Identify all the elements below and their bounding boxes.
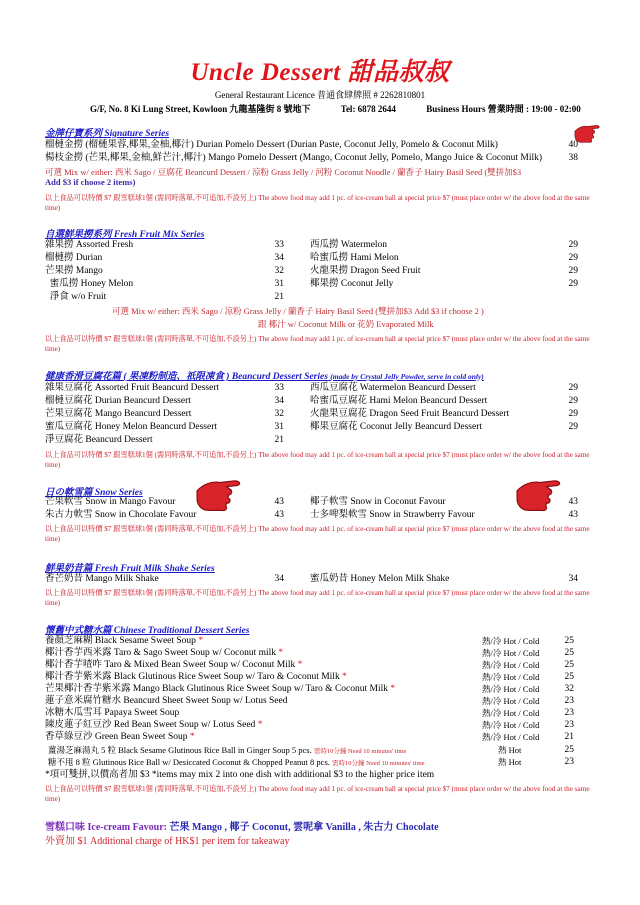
menu-item: 榴槤豆腐花 Durian Beancurd Dessert [45, 396, 191, 406]
item-price: 43 [274, 510, 284, 520]
hot-cold-label: 熱 Hot [498, 745, 522, 755]
item-name: 薑湯芝麻湯丸 5 粒 Black Sesame Glutinous Rice Ball in Ginger Soup 5 pcs. [48, 745, 312, 755]
item-price: 29 [568, 383, 578, 393]
menu-item [45, 671, 347, 683]
hot-cold-label: 熱/冷 Hot / Cold [482, 696, 540, 706]
item-price: 25 [564, 745, 574, 755]
pointing-hand-icon [574, 122, 602, 144]
item-price: 29 [568, 279, 578, 289]
item-price: 29 [568, 253, 578, 263]
menu-item [45, 683, 395, 695]
ice-cream-note: 以上食品可以特價 $7 跟雪糕球1個 (需同時落單,不可追加,不設另上) The above food may add 1 pc. of ice-cream ball at special price $7 (must place order w/ the above food at the same time) [45, 451, 590, 469]
item-name: 陳皮蓮子紅豆沙 Red Bean Sweet Soup w/ Lotus Seed [45, 720, 256, 730]
item-price: 21 [274, 435, 284, 445]
beancurd-heading [45, 368, 484, 382]
mix-star: * [278, 648, 284, 658]
hot-cold-label: 熱/冷 Hot / Cold [482, 636, 540, 646]
menu-item: 蜜瓜撈 Honey Melon [45, 279, 134, 289]
menu-item: 雜果撈 Assorted Fresh [45, 240, 134, 250]
item-price: 34 [568, 574, 578, 584]
mix-star: * [297, 660, 303, 670]
item-price: 38 [568, 153, 578, 163]
hot-cold-label: 熱/冷 Hot / Cold [482, 708, 540, 718]
menu-item: 士多啤梨軟雪 Snow in Strawberry Favour [310, 510, 475, 520]
hot-cold-label: 熱/冷 Hot / Cold [482, 732, 540, 742]
menu-item: 火龍果撈 Dragon Seed Fruit [310, 266, 421, 276]
menu-item: 西瓜豆腐花 Watermelon Beancurd Dessert [310, 383, 476, 393]
menu-item: 雜果豆腐花 Assorted Fruit Beancurd Dessert [45, 383, 220, 393]
item-price: 31 [274, 279, 284, 289]
restaurant-title: Uncle Dessert 甜品叔叔 [190, 59, 450, 86]
item-price: 31 [274, 422, 284, 432]
mix-star: * [390, 684, 396, 694]
item-price: 43 [568, 510, 578, 520]
item-price: 40 [568, 140, 578, 150]
item-price: 23 [564, 720, 574, 730]
item-price: 33 [274, 240, 284, 250]
mix-star: * [342, 672, 347, 682]
mix-option-line: 可選 Mix w/ either: 西米 Sago / 豆腐花 Beancurd Dessert / 涼粉 Grass Jelly / 河粉 Coconut Noodle / 蘭香子 Hairy Basil Seed (雙拼加$3 [45, 167, 522, 177]
item-price: 29 [568, 396, 578, 406]
beancurd-note: (made by Crystal Jelly Powder, serve in cold only) [330, 372, 484, 381]
wait-time-note: 需時10分鐘 Need 10 minutes' time [332, 760, 425, 767]
menu-item: 火龍果豆腐花 Dragon Seed Fruit Beancurd Dessert [310, 409, 510, 419]
menu-item: 楊枝金撈 (芒果,椰果,金柚,鮮芒汁,椰汁) Mango Pomelo Dessert (Mango, Coconut Jelly, Pomelo, Mango Juice & Coconut Milk) [45, 153, 543, 163]
item-price: 21 [274, 292, 284, 302]
signature-heading: 金牌仔寶系列 Signature Series [45, 129, 170, 139]
ice-cream-flavours [45, 822, 439, 834]
menu-item: 芒果豆腐花 Mango Beancurd Dessert [45, 409, 192, 419]
snow-heading: 日の軟雪篇 Snow Series [45, 488, 143, 498]
item-price: 29 [568, 266, 578, 276]
menu-item [45, 719, 262, 731]
item-name: 椰汁香芋喳咋 Taro & Mixed Bean Sweet Soup w/ Coconut Milk [45, 660, 296, 670]
item-price: 43 [274, 497, 284, 507]
mix-star: * [257, 720, 263, 730]
item-price: 34 [274, 253, 284, 263]
item-name: 椰汁香芋紫米露 Black Glutinous Rice Sweet Soup w/ Taro & Coconut Milk [45, 672, 340, 682]
mix-star: * [189, 732, 195, 742]
item-price: 43 [568, 497, 578, 507]
menu-item: 蜜瓜豆腐花 Honey Melon Beancurd Dessert [45, 422, 218, 432]
menu-item: 哈蜜瓜撈 Hami Melon [310, 253, 399, 263]
item-price: 23 [564, 708, 574, 718]
item-name: 香草綠豆沙 Green Bean Sweet Soup [45, 732, 188, 742]
item-price: 25 [564, 648, 574, 658]
item-price: 23 [564, 696, 574, 706]
hot-cold-label: 熱/冷 Hot / Cold [482, 660, 540, 670]
ice-cream-note: 以上食品可以特價 $7 跟雪糕球1個 (需同時落單,不可追加,不設另上) The above food may add 1 pc. of ice-cream ball at special price $7 (must place order w/ the above food at the same time) [45, 525, 590, 543]
item-name: 糖不甩 8 粒 Glutinous Rice Ball w/ Desiccated Coconut & Chopped Peanut 8 pcs. [48, 757, 330, 767]
item-price: 25 [564, 636, 574, 646]
menu-item: 椰子軟雪 Snow in Coconut Favour [310, 497, 446, 507]
item-price: 25 [564, 672, 574, 682]
mix-option-line: 可選 Mix w/ either: 西米 Sago / 涼粉 Grass Jelly / 蘭香子 Hairy Basil Seed (雙拼加$3 Add $3 if choose 2 ) [112, 306, 484, 316]
item-price: 29 [568, 422, 578, 432]
menu-item: 西瓜撈 Watermelon [310, 240, 388, 250]
hot-cold-label: 熱/冷 Hot / Cold [482, 648, 540, 658]
menu-item: 蜜瓜奶昔 Honey Melon Milk Shake [310, 574, 450, 584]
item-name: 蓮子意米腐竹糖水 Beancurd Sheet Sweet Soup w/ Lotus Seed [45, 696, 288, 706]
ice-cream-flavour-list: 芒果 Mango , 椰子 Coconut, 雲呢拿 Vanilla , 朱古力 Chocolate [167, 822, 439, 833]
wait-time-note: 需時10分鐘 Need 10 minutes' time [313, 748, 407, 755]
item-price: 32 [274, 409, 284, 419]
hot-cold-label: 熱 Hot [498, 757, 522, 767]
item-name: 冰糖木瓜雪耳 Papaya Sweet Soup [45, 708, 180, 718]
takeaway-note: 外賣加 $1 Additional charge of HK$1 per item for takeaway [45, 836, 290, 847]
item-price: 25 [564, 660, 574, 670]
ice-cream-label: 雪糕口味 Ice-cream Favour: [45, 822, 168, 833]
item-name: 椰汁香芋西米露 Taro & Sago Sweet Soup w/ Coconut milk [45, 648, 277, 658]
menu-item: 芒果軟雪 Snow in Mango Favour [45, 497, 176, 507]
item-name: 養顏芝麻糊 Black Sesame Sweet Soup [45, 636, 196, 646]
ice-cream-note: 以上食品可以特價 $7 跟雪糕球1個 (需同時落單,不可追加,不設另上) The above food may add 1 pc. of ice-cream ball at special price $7 (must place order w/ the above food at the same time) [45, 785, 590, 803]
menu-item: 榴槤撈 Durian [45, 253, 103, 263]
hot-cold-label: 熱/冷 Hot / Cold [482, 720, 540, 730]
menu-item: 椰果豆腐花 Coconut Jelly Beancurd Dessert [310, 422, 483, 432]
menu-item: 芒果撈 Mango [45, 266, 103, 276]
item-price: 33 [274, 383, 284, 393]
menu-item [45, 695, 288, 707]
menu-item: 朱古力軟雪 Snow in Chocolate Favour [45, 510, 197, 520]
ice-cream-note: 以上食品可以特價 $7 跟雪糕球1個 (需同時落單,不可追加,不設另上) The above food may add 1 pc. of ice-cream ball at special price $7 (must place order w/ the above food at the same time) [45, 194, 590, 212]
menu-item [45, 731, 195, 743]
item-name: 芒果椰汁香芋紫米露 Mango Black Glutinous Rice Sweet Soup w/ Taro & Coconut Milk [45, 684, 388, 694]
mix-option-line: 跟 椰汁 w/ Coconut Milk or 花奶 Evaporated Milk [258, 319, 434, 329]
menu-item [45, 707, 179, 719]
address: G/F, No. 8 Ki Lung Street, Kowloon 九龍基隆街 8 號地下 [90, 104, 311, 114]
menu-item [45, 635, 203, 647]
ice-cream-note: 以上食品可以特價 $7 跟雪糕球1個 (需同時落單,不可追加,不設另上) The above food may add 1 pc. of ice-cream ball at special price $7 (must place order w/ the above food at the same time) [45, 335, 590, 353]
menu-item: 椰果撈 Coconut Jelly [310, 279, 394, 289]
mix-option-line: Add $3 if choose 2 items) [45, 177, 136, 187]
hot-cold-label: 熱/冷 Hot / Cold [482, 684, 540, 694]
menu-item [48, 756, 425, 770]
menu-item: 榴槤金撈 (榴槤果蓉,椰果,金柚,椰汁) Durian Pomelo Dessert (Durian Paste, Coconut Jelly, Pomelo & Coconut Milk) [45, 140, 498, 150]
item-price: 29 [568, 409, 578, 419]
pointing-hand-icon [190, 476, 250, 512]
menu-item [45, 659, 302, 671]
item-price: 34 [274, 574, 284, 584]
menu-item: 哈蜜瓜豆腐花 Hami Melon Beancurd Dessert [310, 396, 488, 406]
fruit-heading: 自選鮮果撈系列 Fresh Fruit Mix Series [45, 230, 205, 240]
item-price: 32 [274, 266, 284, 276]
item-price: 32 [564, 684, 574, 694]
menu-item: 淨食 w/o Fruit [45, 292, 107, 302]
chinese-heading: 懷舊中式糖水篇 Chinese Traditional Dessert Series [45, 626, 250, 636]
item-price: 21 [564, 732, 574, 742]
item-price: 29 [568, 240, 578, 250]
telephone: Tel: 6878 2644 [340, 104, 396, 114]
menu-item [45, 647, 283, 659]
mix-two-note: *項可雙拼,以價高者加 $3 *items may mix 2 into one dish with additional $3 to the higher price item [45, 770, 435, 780]
beancurd-title: 健康香滑豆腐花篇 ( 果凍粉制造、祇限凍食 ) Beancurd Dessert Series [45, 372, 328, 382]
license-line: General Restaurant Licence 普通食肆牌照 # 2262810801 [214, 90, 426, 100]
address-line [90, 102, 609, 115]
hot-cold-label: 熱/冷 Hot / Cold [482, 672, 540, 682]
mix-star: * [198, 636, 204, 646]
item-price: 23 [564, 757, 574, 767]
item-price: 34 [274, 396, 284, 406]
menu-item: 香芒奶昔 Mango Milk Shake [45, 574, 159, 584]
business-hours: Business Hours 營業時間 : 19:00 - 02:00 [426, 104, 581, 114]
menu-item: 淨豆腐花 Beancurd Dessert [45, 435, 153, 445]
ice-cream-note: 以上食品可以特價 $7 跟雪糕球1個 (需同時落單,不可追加,不設另上) The above food may add 1 pc. of ice-cream ball at special price $7 (must place order w/ the above food at the same time) [45, 589, 590, 607]
shake-heading: 鮮果奶昔篇 Fresh Fruit Milk Shake Series [45, 564, 215, 574]
